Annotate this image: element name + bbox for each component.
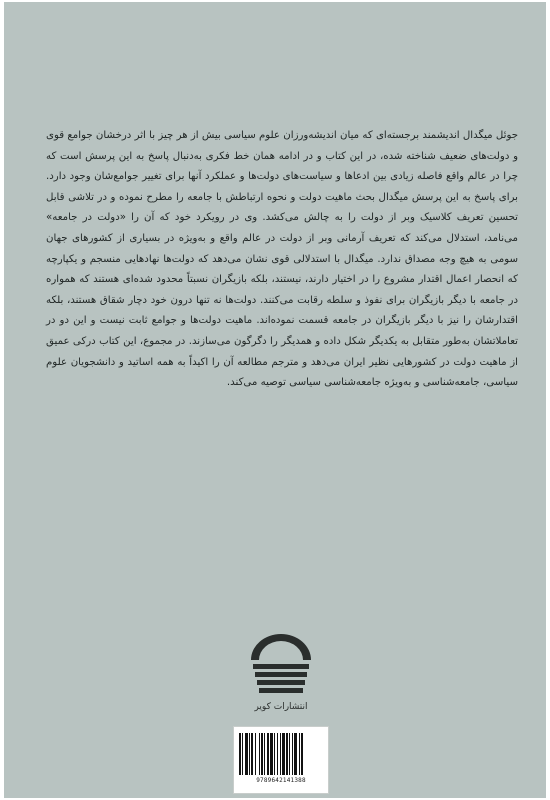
barcode-bar	[270, 733, 273, 775]
barcode-bar	[259, 733, 260, 775]
barcode-bar	[280, 733, 281, 775]
barcode-bar	[267, 733, 269, 775]
barcode-bar	[251, 733, 253, 775]
barcode-bar	[277, 733, 278, 775]
barcode-bar	[292, 733, 293, 775]
barcode-bar	[282, 733, 285, 775]
barcode-bar	[239, 733, 241, 775]
barcode-bar	[299, 733, 300, 775]
barcode-bar	[264, 733, 265, 775]
publisher-logo-icon	[245, 630, 317, 700]
barcode-bar	[261, 733, 263, 775]
isbn-barcode	[233, 726, 329, 794]
barcode-bar	[255, 733, 256, 775]
barcode-bar	[289, 733, 290, 775]
barcode-bar	[274, 733, 275, 775]
publisher-logo	[241, 630, 321, 720]
back-cover	[4, 2, 546, 798]
barcode-bar	[249, 733, 250, 775]
publisher-name: انتشارات کویر	[254, 702, 308, 712]
blurb-text: جوئل میگدال اندیشمند برجسته‌ای که میان اندیشه‌ورزان علوم سیاسی بیش از هر چیز با اثر درخشان جوامع قوی و دولت‌های ضعیف شناخته شده، در این کتاب و در ادامه همان خط فکری به‌دنبال پاسخ به این پرسش است که چرا در عالم واقع فاصله زیادی بین ادعاها و سیاست‌های دولت‌ها و عملکرد آنها برای تغییر جوامع‌شان وجود دارد. برای پاسخ به این پرسش میگدال بحث ماهیت دولت و نحوه ارتباطش با جامعه را مطرح نموده و در تلاشی قابل تحسین تعریف کلاسیک وبر از دولت را به چالش می‌کشد. وی در رویکرد خود که آن را «دولت در جامعه» می‌نامد، استدلال می‌کند که تعریف آرمانی وبر از دولت در عالم واقع و به‌ویژه در بسیاری از کشورهای جهان سومی به هیچ وجه مصداق ندارد. میگدال با استدلالی قوی نشان می‌دهد که دولت‌ها نهادهایی منسجم و یکپارچه که انحصار اعمال اقتدار مشروع را در اختیار دارند، نیستند، بلکه بازیگران نسبتاً محدود شده‌ای هستند که همواره در جامعه با دیگر بازیگران برای نفوذ و سلطه رقابت می‌کنند. دولت‌ها نه تنها درون خود دچار شقاق هستند، بلکه اقتدارشان را نیز با دیگر بازیگران در جامعه قسمت نموده‌اند. ماهیت دولت‌ها و جوامع ثابت نیست و این دو در تعاملاتشان به‌طور متقابل به یکدیگر شکل داده و همدیگر را دگرگون می‌سازند. در مجموع، این کتاب درکی عمیق از ماهیت دولت در کشورهایی نظیر ایران می‌دهد و مترجم مطالعه آن را اکیداً به همه اساتید و دانشجویان علوم سیاسی، جامعه‌شناسی و به‌ویژه جامعه‌شناسی سیاسی توصیه می‌کند.	[46, 130, 518, 389]
back-cover-blurb	[46, 126, 518, 394]
barcode-bar	[242, 733, 243, 775]
barcode-bar	[301, 733, 303, 775]
barcode-bar	[245, 733, 248, 775]
barcode-bar	[286, 733, 288, 775]
isbn-number: 9789642141388	[256, 777, 306, 784]
barcode-bars	[239, 733, 323, 775]
barcode-bar	[294, 733, 297, 775]
